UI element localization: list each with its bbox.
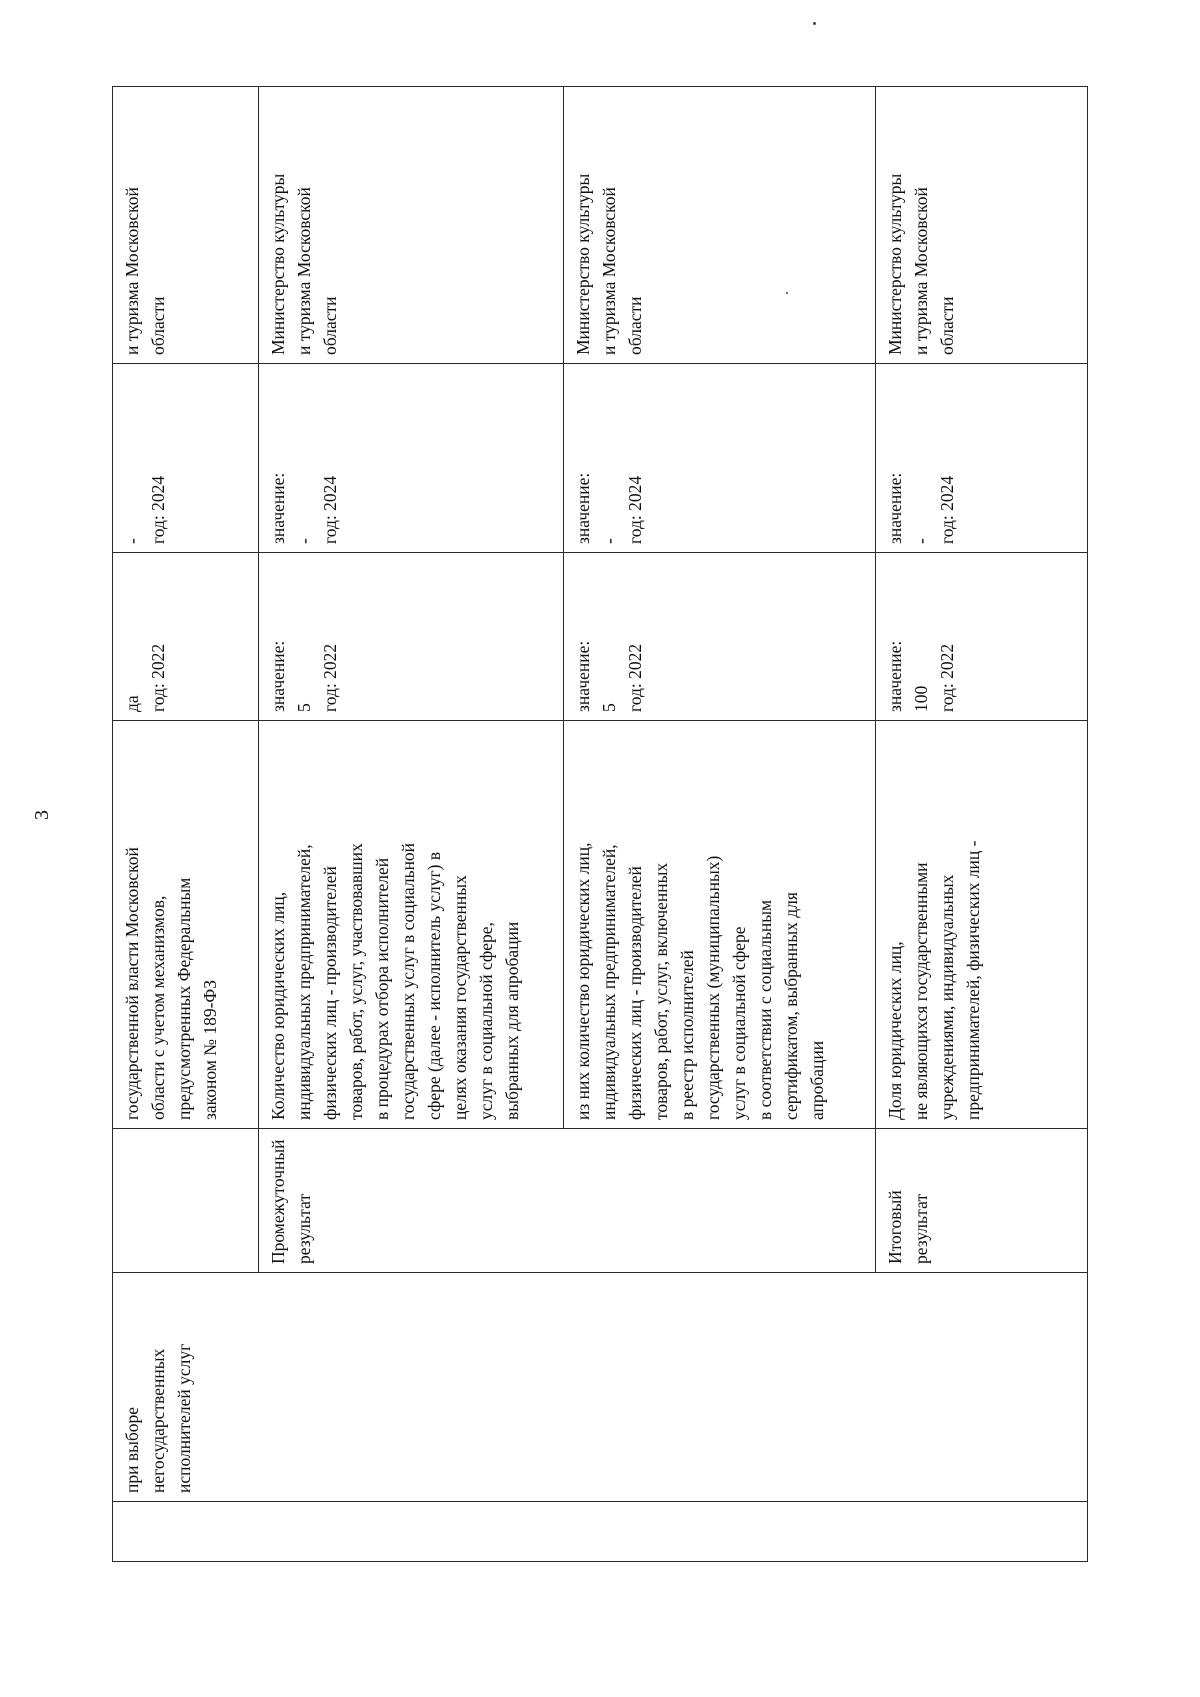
table-cell-indicator: государственной власти Московской области с учетом механизмов, предусмотренных Федеральным законом № 189-ФЗ xyxy=(113,721,259,1129)
table-cell-target-value: значение: - год: 2024 xyxy=(259,364,564,553)
table-cell-target-value: значение: - год: 2024 xyxy=(876,364,1088,553)
scan-speck xyxy=(813,22,816,25)
table-cell-result-type xyxy=(113,1129,259,1273)
table-cell-base-value: значение: 5 год: 2022 xyxy=(259,553,564,721)
table-cell-base-value: значение: 100 год: 2022 xyxy=(876,553,1088,721)
table-cell-result-type: Итоговый результат xyxy=(876,1129,1088,1273)
table-cell-responsible: Министерство культуры и туризма Московской области xyxy=(259,87,564,364)
table-cell-empty xyxy=(113,1502,1088,1562)
table-cell-base-value: значение: 5 год: 2022 xyxy=(564,553,876,721)
table-cell-responsible: и туризма Московской области xyxy=(113,87,259,364)
table-cell-result-type: Промежуточный результат xyxy=(259,1129,876,1273)
table-cell-target-value: - год: 2024 xyxy=(113,364,259,553)
table-cell-indicator: Доля юридических лиц, не являющихся государственными учреждениями, индивидуальных предпринимателей, физических лиц - xyxy=(876,721,1088,1129)
table-cell-responsible: Министерство культуры и туризма Московской области xyxy=(876,87,1088,364)
table-cell-indicator: Количество юридических лиц, индивидуальных предпринимателей, физических лиц - производителей товаров, работ, услуг, участвовавших в процедурах отбора исполнителей государственных услуг в социальной сфере (далее - исполнитель услуг) в целях оказания государственных услуг в социальной сфере, выбранных для апробации xyxy=(259,721,564,1129)
table-cell-target-value: значение: - год: 2024 xyxy=(564,364,876,553)
table-cell-responsible: Министерство культуры и туризма Московской области xyxy=(564,87,876,364)
document-table xyxy=(112,86,1088,1562)
page-number: 3 xyxy=(31,810,53,820)
table-row xyxy=(113,87,259,1562)
table-cell-indicator: из них количество юридических лиц, индивидуальных предпринимателей, физических лиц - производителей товаров, работ, услуг, включенных в реестр исполнителей государственных (муниципальных) услуг в социальной сфере в соответствии с социальным сертификатом, выбранных для апробации xyxy=(564,721,876,1129)
table-cell-base-value: да год: 2022 xyxy=(113,553,259,721)
rotated-table-container xyxy=(112,87,1087,1562)
table-cell-task-name: при выборе негосударственных исполнителей услуг xyxy=(113,1273,1088,1502)
